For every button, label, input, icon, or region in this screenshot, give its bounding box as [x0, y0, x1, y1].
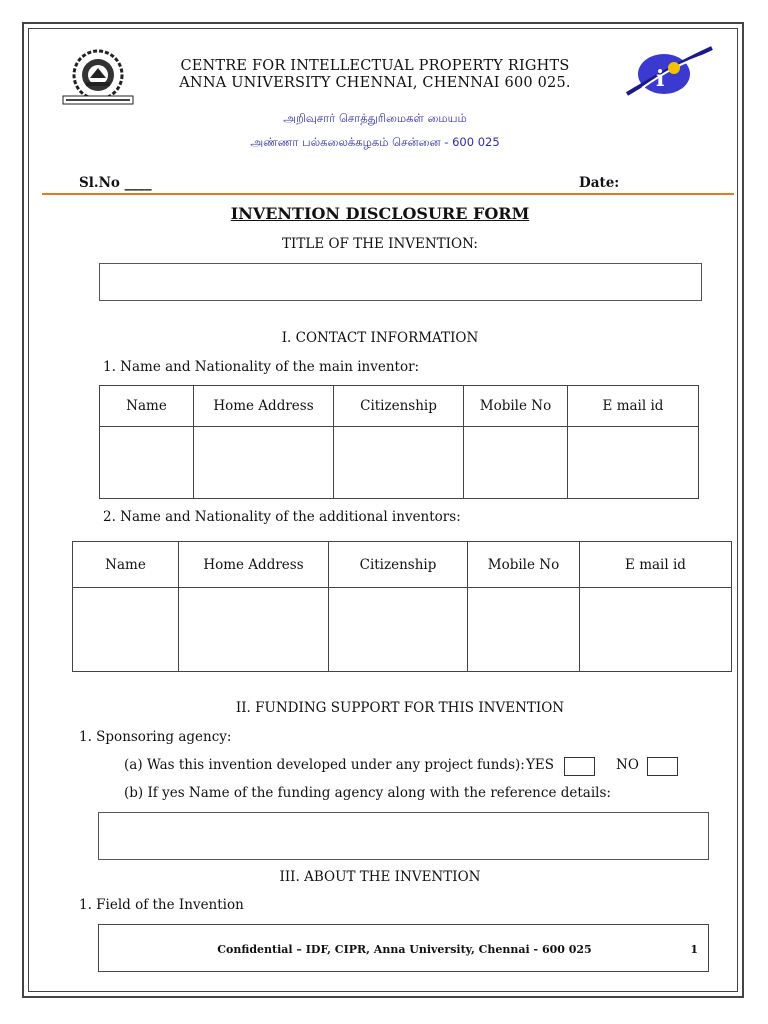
main-inventor-citizenship-cell[interactable]: [334, 427, 464, 499]
section-2-heading: II. FUNDING SUPPORT FOR THIS INVENTION: [235, 700, 565, 716]
column-header-mobile-no: Mobile No: [464, 386, 568, 427]
main-inventor-address-cell[interactable]: [194, 427, 334, 499]
section-1-heading: I. CONTACT INFORMATION: [281, 330, 479, 346]
yes-checkbox[interactable]: [564, 757, 595, 776]
additional-inventor-mobile-cell[interactable]: [468, 588, 580, 672]
main-inventor-label: 1. Name and Nationality of the main inventor:: [103, 359, 420, 375]
main-inventor-name-cell[interactable]: [100, 427, 194, 499]
svg-text:i: i: [656, 66, 665, 92]
no-checkbox[interactable]: [647, 757, 678, 776]
section-3-heading: III. ABOUT THE INVENTION: [279, 869, 481, 885]
no-label: NO: [616, 757, 639, 773]
header-block: [150, 58, 600, 92]
additional-inventors-table: [72, 541, 732, 672]
column-header-mobile-no: Mobile No: [468, 542, 580, 588]
header-line-2: ANNA UNIVERSITY CHENNAI, CHENNAI 600 025.: [179, 75, 571, 91]
sponsoring-agency-label: 1. Sponsoring agency:: [79, 729, 232, 745]
column-header-citizenship: Citizenship: [329, 542, 468, 588]
main-inventor-table: [99, 385, 699, 499]
date-label: Date:: [579, 175, 620, 191]
serial-number-label: Sl.No ____: [79, 175, 152, 191]
header-line-1: CENTRE FOR INTELLECTUAL PROPERTY RIGHTS: [180, 58, 570, 74]
column-header-name: Name: [73, 542, 179, 588]
header-tamil-2: அண்ணா பல்கலைக்கழகம் சென்னை - 600 025: [250, 135, 500, 149]
funding-agency-question: (b) If yes Name of the funding agency along with the reference details:: [124, 785, 611, 801]
funding-agency-field[interactable]: [98, 812, 709, 860]
invention-title-label: TITLE OF THE INVENTION:: [282, 236, 478, 252]
column-header-name: Name: [100, 386, 194, 427]
project-funds-question: (a) Was this invention developed under any project funds):: [124, 757, 525, 773]
header-tamil-1: அறிவுசார் சொத்துரிமைகள் மையம்: [283, 111, 467, 125]
footer-confidential: Confidential – IDF, CIPR, Anna University, Chennai - 600 025: [217, 943, 592, 956]
column-header-home-address: Home Address: [194, 386, 334, 427]
ip-swoosh-logo-icon: [622, 44, 716, 98]
header-divider: [42, 193, 734, 195]
field-of-invention-label: 1. Field of the Invention: [79, 897, 244, 913]
column-header-email-id: E mail id: [580, 542, 732, 588]
invention-title-field[interactable]: [99, 263, 702, 301]
field-of-invention-field[interactable]: [98, 924, 709, 972]
yes-label: YES: [526, 757, 555, 773]
additional-inventor-email-cell[interactable]: [580, 588, 732, 672]
additional-inventor-address-cell[interactable]: [179, 588, 329, 672]
anna-university-seal-icon: [60, 48, 136, 106]
column-header-citizenship: Citizenship: [334, 386, 464, 427]
additional-inventor-citizenship-cell[interactable]: [329, 588, 468, 672]
main-inventor-mobile-cell[interactable]: [464, 427, 568, 499]
page-number: 1: [690, 943, 698, 956]
form-title: INVENTION DISCLOSURE FORM: [230, 204, 530, 223]
column-header-email-id: E mail id: [568, 386, 699, 427]
additional-inventors-label: 2. Name and Nationality of the additional inventors:: [103, 509, 461, 525]
column-header-home-address: Home Address: [179, 542, 329, 588]
additional-inventor-name-cell[interactable]: [73, 588, 179, 672]
main-inventor-email-cell[interactable]: [568, 427, 699, 499]
